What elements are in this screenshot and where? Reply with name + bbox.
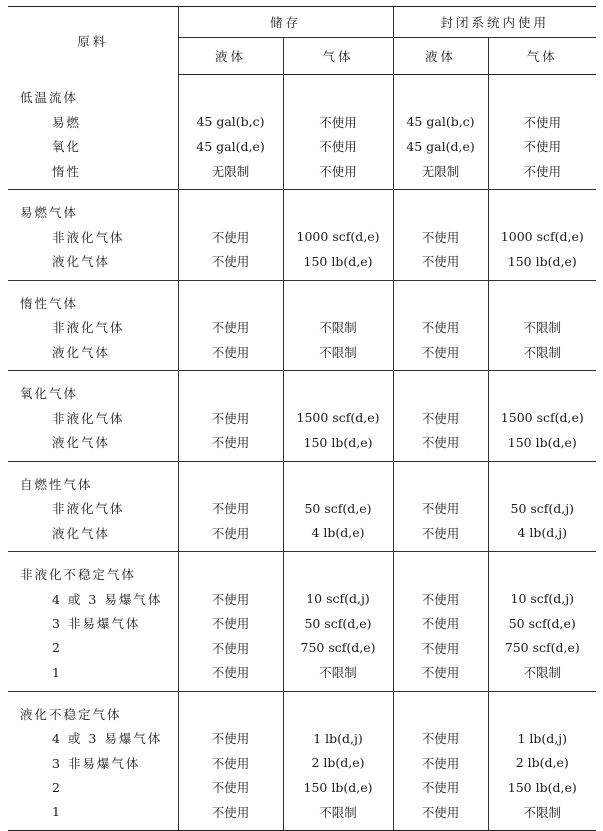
empty-cell — [488, 702, 596, 727]
empty-cell — [283, 291, 393, 316]
closed-gas-value: 不限制 — [488, 660, 596, 685]
table-row — [8, 521, 596, 546]
spacer-row — [8, 461, 596, 472]
row-label: 1 — [52, 804, 62, 820]
storage-gas-value: 1000 scf(d,e) — [283, 225, 393, 250]
row-label: 非液化气体 — [52, 320, 125, 336]
empty-cell — [393, 200, 488, 225]
empty-cell — [393, 381, 488, 406]
empty-cell — [393, 291, 488, 316]
storage-gas-value: 1500 scf(d,e) — [283, 406, 393, 431]
closed-liquid-value: 不使用 — [393, 660, 488, 685]
closed-gas-value: 2 lb(d,e) — [488, 751, 596, 776]
table-row — [8, 660, 596, 685]
storage-gas-value: 4 lb(d,e) — [283, 521, 393, 546]
closed-gas-value: 1000 scf(d,e) — [488, 225, 596, 250]
header-storage: 储存 — [178, 7, 393, 38]
closed-gas-value: 1 lb(d,j) — [488, 726, 596, 751]
empty-cell — [178, 472, 283, 497]
row-label: 非液化气体 — [52, 501, 125, 517]
storage-gas-value: 50 scf(d,e) — [283, 496, 393, 521]
spacer-row — [8, 371, 596, 382]
group-title-row — [8, 702, 596, 727]
table-row — [8, 406, 596, 431]
closed-gas-value: 1500 scf(d,e) — [488, 406, 596, 431]
empty-cell — [488, 200, 596, 225]
storage-liquid-value: 不使用 — [178, 249, 283, 274]
storage-gas-value: 不限制 — [283, 660, 393, 685]
storage-liquid-value: 不使用 — [178, 611, 283, 636]
storage-gas-value: 150 lb(d,e) — [283, 430, 393, 455]
table-row — [8, 315, 596, 340]
spacer-row — [8, 190, 596, 201]
empty-cell — [283, 472, 393, 497]
empty-cell — [178, 381, 283, 406]
table-row — [8, 430, 596, 455]
storage-liquid-value: 45 gal(b,c) — [178, 110, 283, 135]
group-title-row — [8, 291, 596, 316]
group-name: 氧化气体 — [20, 386, 79, 402]
closed-gas-value: 50 scf(d,e) — [488, 611, 596, 636]
storage-liquid-value: 不使用 — [178, 587, 283, 612]
empty-cell — [488, 472, 596, 497]
closed-liquid-value: 不使用 — [393, 430, 488, 455]
spacer-row — [8, 280, 596, 291]
closed-gas-value: 150 lb(d,e) — [488, 775, 596, 800]
empty-cell — [393, 472, 488, 497]
row-label: 4 或 3 易爆气体 — [52, 591, 163, 607]
group-title-row — [8, 562, 596, 587]
closed-liquid-value: 无限制 — [393, 159, 488, 184]
storage-liquid-value: 不使用 — [178, 660, 283, 685]
closed-gas-value: 不使用 — [488, 134, 596, 159]
spacer-row — [8, 691, 596, 702]
header-material: 原料 — [77, 33, 109, 49]
group-name: 自燃性气体 — [20, 476, 93, 492]
closed-gas-value: 不限制 — [488, 340, 596, 365]
group-title-row — [8, 200, 596, 225]
empty-cell — [283, 85, 393, 110]
row-label: 易燃 — [52, 114, 82, 130]
row-label: 1 — [52, 664, 62, 680]
storage-liquid-value: 无限制 — [178, 159, 283, 184]
closed-gas-value: 4 lb(d,j) — [488, 521, 596, 546]
table-row — [8, 340, 596, 365]
spacer-row — [8, 552, 596, 563]
group-title-row — [8, 381, 596, 406]
storage-gas-value: 不限制 — [283, 340, 393, 365]
closed-gas-value: 不使用 — [488, 110, 596, 135]
storage-liquid-value: 不使用 — [178, 775, 283, 800]
storage-liquid-value: 不使用 — [178, 406, 283, 431]
row-label: 非液化气体 — [52, 229, 125, 245]
storage-liquid-value: 不使用 — [178, 225, 283, 250]
empty-cell — [178, 702, 283, 727]
header-closed-gas: 气体 — [488, 38, 596, 75]
storage-liquid-value: 不使用 — [178, 800, 283, 825]
storage-liquid-value: 不使用 — [178, 726, 283, 751]
storage-liquid-value: 45 gal(d,e) — [178, 134, 283, 159]
storage-gas-value: 150 lb(d,e) — [283, 249, 393, 274]
empty-cell — [283, 381, 393, 406]
empty-cell — [488, 85, 596, 110]
row-label: 液化气体 — [52, 254, 111, 270]
closed-gas-value: 10 scf(d,j) — [488, 587, 596, 612]
closed-gas-value: 50 scf(d,j) — [488, 496, 596, 521]
closed-liquid-value: 不使用 — [393, 340, 488, 365]
storage-gas-value: 不使用 — [283, 159, 393, 184]
row-label: 3 非易爆气体 — [52, 755, 141, 771]
header-storage-liquid: 液体 — [178, 38, 283, 75]
storage-gas-value: 1 lb(d,j) — [283, 726, 393, 751]
table-row — [8, 726, 596, 751]
closed-liquid-value: 不使用 — [393, 496, 488, 521]
table-row — [8, 751, 596, 776]
closed-liquid-value: 不使用 — [393, 521, 488, 546]
storage-gas-value: 150 lb(d,e) — [283, 775, 393, 800]
row-label: 氧化 — [52, 139, 82, 155]
header-storage-gas: 气体 — [283, 38, 393, 75]
empty-cell — [393, 562, 488, 587]
storage-gas-value: 50 scf(d,e) — [283, 611, 393, 636]
group-title-row — [8, 85, 596, 110]
row-label: 4 或 3 易爆气体 — [52, 731, 163, 747]
table-row — [8, 134, 596, 159]
group-name: 低温流体 — [20, 90, 79, 106]
storage-gas-value: 10 scf(d,j) — [283, 587, 393, 612]
storage-liquid-value: 不使用 — [178, 340, 283, 365]
table-row — [8, 775, 596, 800]
storage-liquid-value: 不使用 — [178, 636, 283, 661]
header-closed-liquid: 液体 — [393, 38, 488, 75]
row-label: 2 — [52, 779, 62, 795]
storage-gas-value: 不使用 — [283, 110, 393, 135]
row-label: 液化气体 — [52, 344, 111, 360]
closed-liquid-value: 不使用 — [393, 406, 488, 431]
closed-liquid-value: 不使用 — [393, 751, 488, 776]
group-name: 易燃气体 — [20, 205, 79, 221]
table-row — [8, 496, 596, 521]
table-row — [8, 636, 596, 661]
table-row — [8, 587, 596, 612]
storage-gas-value: 不使用 — [283, 134, 393, 159]
closed-gas-value: 150 lb(d,e) — [488, 249, 596, 274]
closed-liquid-value: 不使用 — [393, 249, 488, 274]
table-row — [8, 800, 596, 825]
quantity-table — [8, 6, 596, 831]
closed-gas-value: 不限制 — [488, 800, 596, 825]
closed-liquid-value: 不使用 — [393, 800, 488, 825]
row-label: 非液化气体 — [52, 410, 125, 426]
empty-cell — [283, 200, 393, 225]
table-row — [8, 249, 596, 274]
storage-liquid-value: 不使用 — [178, 751, 283, 776]
closed-liquid-value: 不使用 — [393, 775, 488, 800]
row-label: 液化气体 — [52, 525, 111, 541]
table-row — [8, 225, 596, 250]
empty-cell — [178, 291, 283, 316]
closed-liquid-value: 不使用 — [393, 315, 488, 340]
group-name: 惰性气体 — [20, 295, 79, 311]
header-closed-system: 封闭系统内使用 — [393, 7, 596, 38]
closed-liquid-value: 45 gal(d,e) — [393, 134, 488, 159]
closed-gas-value: 不限制 — [488, 315, 596, 340]
storage-gas-value: 不限制 — [283, 315, 393, 340]
spacer-row — [8, 824, 596, 831]
empty-cell — [393, 85, 488, 110]
storage-liquid-value: 不使用 — [178, 430, 283, 455]
empty-cell — [488, 381, 596, 406]
storage-liquid-value: 不使用 — [178, 521, 283, 546]
storage-liquid-value: 不使用 — [178, 315, 283, 340]
table-row — [8, 110, 596, 135]
closed-gas-value: 150 lb(d,e) — [488, 430, 596, 455]
empty-cell — [178, 85, 283, 110]
closed-liquid-value: 不使用 — [393, 611, 488, 636]
storage-liquid-value: 不使用 — [178, 496, 283, 521]
empty-cell — [488, 291, 596, 316]
closed-liquid-value: 不使用 — [393, 225, 488, 250]
empty-cell — [283, 702, 393, 727]
group-name: 非液化不稳定气体 — [20, 567, 137, 583]
table-row — [8, 611, 596, 636]
row-label: 3 非易爆气体 — [52, 616, 141, 632]
row-label: 2 — [52, 640, 62, 656]
closed-liquid-value: 不使用 — [393, 726, 488, 751]
storage-gas-value: 750 scf(d,e) — [283, 636, 393, 661]
storage-gas-value: 2 lb(d,e) — [283, 751, 393, 776]
group-title-row — [8, 472, 596, 497]
spacer-row — [8, 75, 596, 86]
closed-liquid-value: 不使用 — [393, 587, 488, 612]
group-name: 液化不稳定气体 — [20, 706, 122, 722]
storage-gas-value: 不限制 — [283, 800, 393, 825]
closed-gas-value: 不使用 — [488, 159, 596, 184]
row-label: 惰性 — [52, 163, 82, 179]
table-row — [8, 159, 596, 184]
empty-cell — [178, 562, 283, 587]
empty-cell — [488, 562, 596, 587]
empty-cell — [178, 200, 283, 225]
closed-liquid-value: 不使用 — [393, 636, 488, 661]
empty-cell — [283, 562, 393, 587]
empty-cell — [393, 702, 488, 727]
row-label: 液化气体 — [52, 435, 111, 451]
closed-gas-value: 750 scf(d,e) — [488, 636, 596, 661]
closed-liquid-value: 45 gal(b,c) — [393, 110, 488, 135]
